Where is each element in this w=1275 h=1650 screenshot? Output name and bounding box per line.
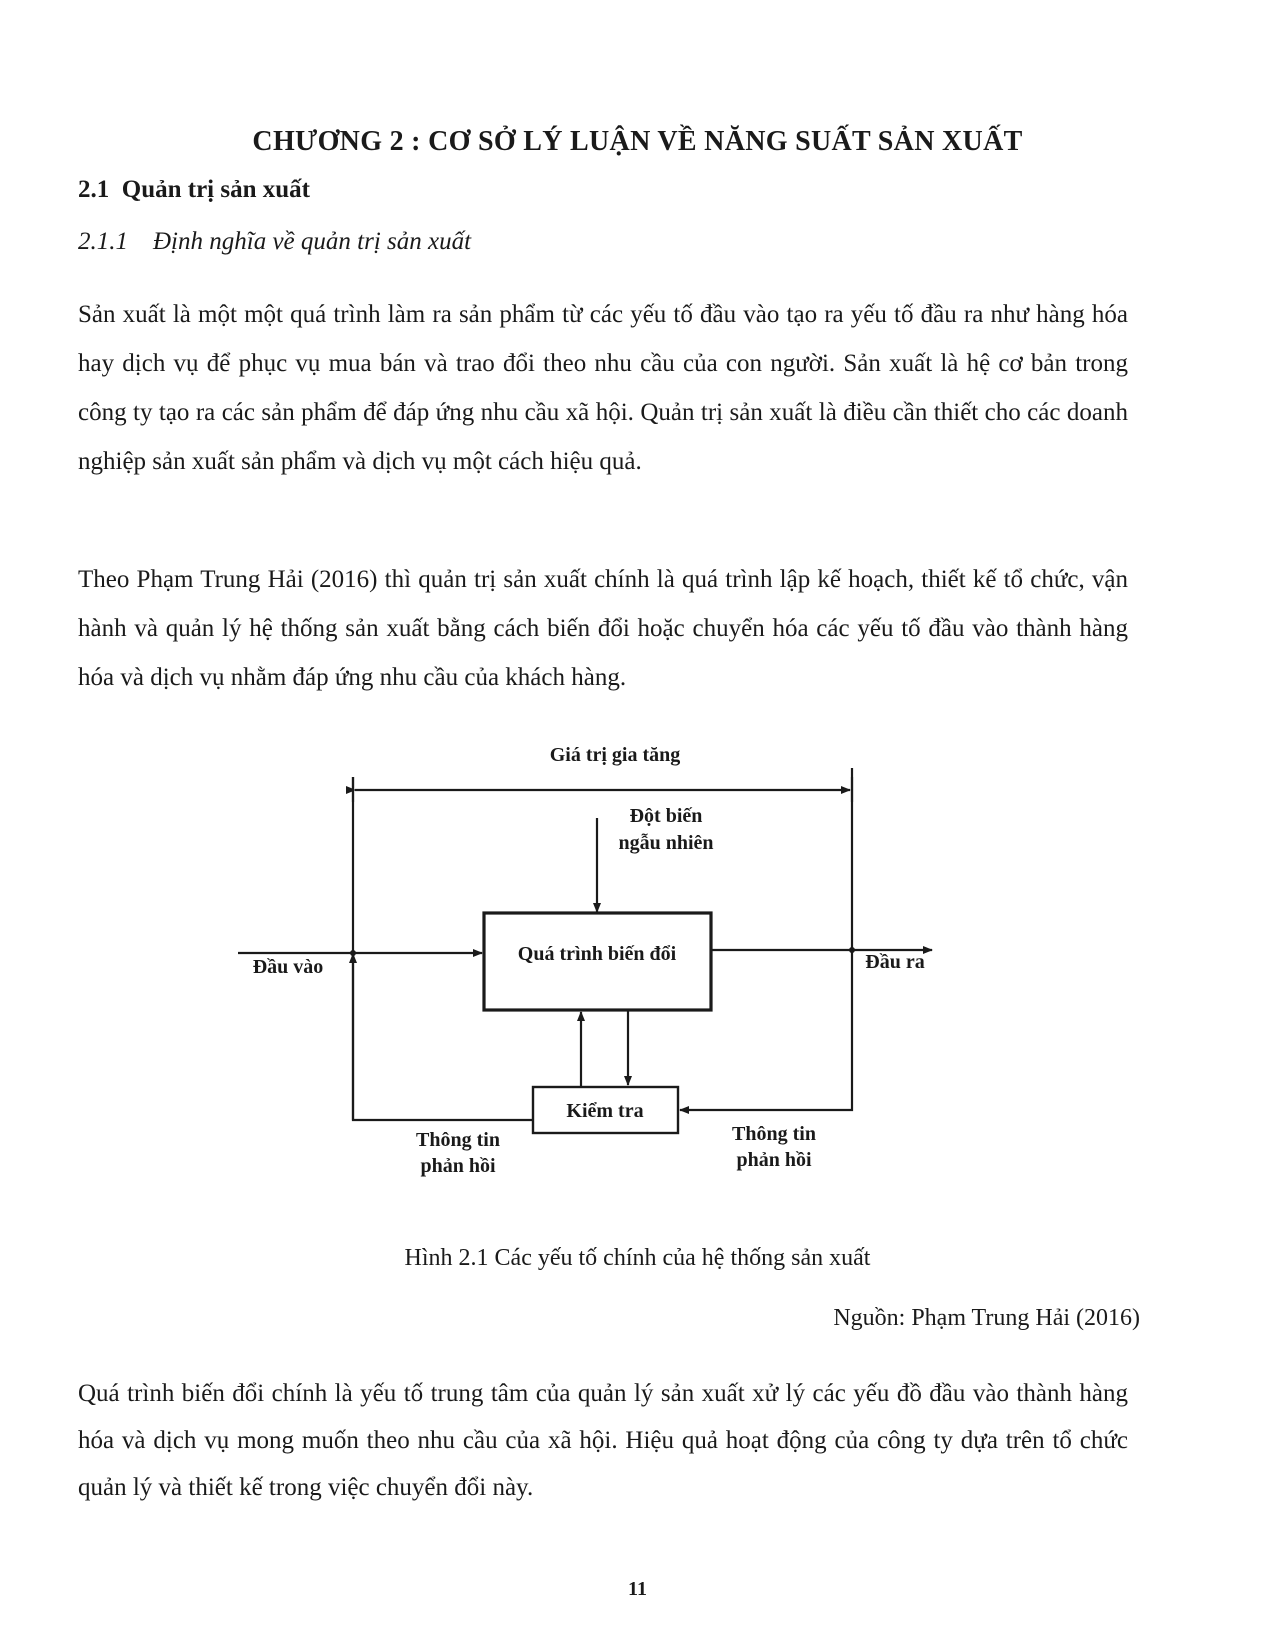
feedback-left-arrow xyxy=(353,954,532,1120)
subsection-number: 2.1.1 xyxy=(78,228,128,255)
process-label: Quá trình biến đổi xyxy=(517,943,677,965)
feedback-left-line2: phản hồi xyxy=(420,1155,496,1177)
input-label: Đầu vào xyxy=(252,956,324,978)
paragraph-transformation: Quá trình biến đổi chính là yếu tố trung tâm của quản lý sản xuất xử lý các yếu đồ đầu vào thành hàng hóa và dịch vụ mong muốn theo nhu cầu của xã hội. Hiệu quả hoạt động của công ty dựa trên tổ chức quản lý và thiết kế trong việc chuyển đổi này. xyxy=(78,1380,1128,1501)
subsection-title: Định nghĩa về quản trị sản xuất xyxy=(153,228,472,255)
output-junction xyxy=(849,947,855,953)
feedback-right-line2: phản hồi xyxy=(736,1149,812,1171)
control-label: Kiểm tra xyxy=(566,1100,644,1122)
figure-caption: Hình 2.1 Các yếu tố chính của hệ thống sản xuất xyxy=(404,1245,871,1271)
output-label: Đầu ra xyxy=(865,951,925,973)
feedback-left-line1: Thông tin xyxy=(416,1129,500,1151)
input-junction xyxy=(350,950,356,956)
feedback-right-line1: Thông tin xyxy=(732,1123,816,1145)
value-added-label: Giá trị gia tăng xyxy=(549,744,681,766)
page-number: 11 xyxy=(628,1578,647,1600)
section-number: 2.1 xyxy=(78,176,110,203)
feedback-right-arrow xyxy=(680,950,852,1110)
disturbance-label-line1: Đột biến xyxy=(629,805,703,827)
section-title: Quản trị sản xuất xyxy=(121,176,310,203)
figure-source: Nguồn: Phạm Trung Hải (2016) xyxy=(833,1305,1140,1331)
paragraph-citation: Theo Phạm Trung Hải (2016) thì quản trị sản xuất chính là quá trình lập kế hoạch, thiết kế tổ chức, vận hành và quản lý hệ thống sản xuất bằng cách biến đổi hoặc chuyển hóa các yếu tố đầu vào thành hàng hóa và dịch vụ nhằm đáp ứng nhu cầu của khách hàng. xyxy=(78,566,1128,691)
paragraph-definition: Sản xuất là một một quá trình làm ra sản phẩm từ các yếu tố đầu vào tạo ra yếu tố đầu ra như hàng hóa hay dịch vụ để phục vụ mua bán và trao đổi theo nhu cầu của con người. Sản xuất là hệ cơ bản trong công ty tạo ra các sản phẩm để đáp ứng nhu cầu xã hội. Quản trị sản xuất là điều cần thiết cho các doanh nghiệp sản xuất sản phẩm và dịch vụ một cách hiệu quả. xyxy=(78,301,1128,475)
chapter-title: CHƯƠNG 2 : CƠ SỞ LÝ LUẬN VỀ NĂNG SUẤT SẢN XUẤT xyxy=(252,126,1023,157)
disturbance-label-line2: ngẫu nhiên xyxy=(618,832,714,854)
